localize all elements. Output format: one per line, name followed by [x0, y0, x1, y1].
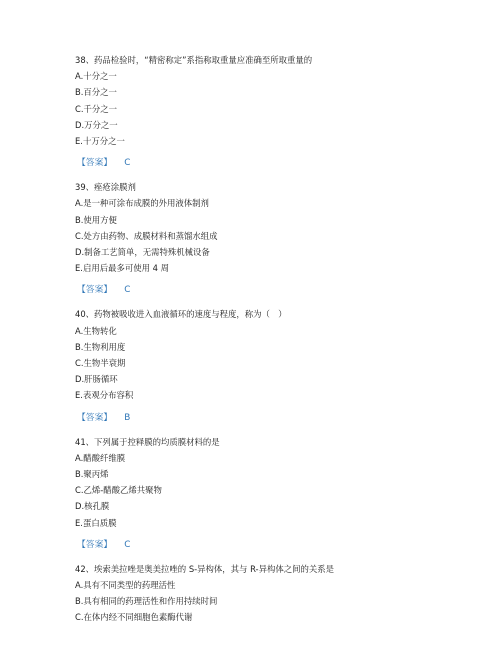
option-a: A.醋酸纤维膜: [75, 452, 126, 463]
question-title: 41、下列属于控释膜的均质膜材料的是: [75, 436, 220, 447]
answer-value: C: [124, 285, 131, 296]
option-d: D.肝肠循环: [75, 374, 118, 385]
question-42: [75, 561, 435, 626]
question-title: 40、药物被吸收进入血液循环的速度与程度，称为（ ）: [75, 309, 287, 320]
answer-value: B: [124, 412, 131, 423]
option-e: E.十万分之一: [75, 136, 125, 147]
document-page: [75, 52, 435, 626]
question-41: [75, 434, 435, 553]
answer-line: [75, 410, 435, 426]
answer-line: [75, 282, 435, 298]
option-a: A.十分之一: [75, 71, 117, 82]
option-d: D.制备工艺简单，无需特殊机械设备: [75, 247, 210, 258]
option-e: E.蛋白质膜: [75, 517, 117, 528]
option-c: C.千分之一: [75, 103, 118, 114]
option-e: E.启用后最多可使用 4 周: [75, 263, 169, 274]
answer-label: 【答案】: [77, 285, 113, 296]
question-title: 39、痤疮涂膜剂: [75, 182, 136, 193]
option-b: B.使用方便: [75, 214, 117, 225]
answer-label: 【答案】: [77, 412, 113, 423]
answer-line: [75, 155, 435, 171]
option-d: D.万分之一: [75, 119, 118, 130]
option-a: A.生物转化: [75, 325, 117, 336]
question-title: 42、埃索美拉唑是奥美拉唑的 S-异构体，其与 R-异构体之间的关系是: [75, 563, 334, 574]
option-c: C.乙烯-醋酸乙烯共聚物: [75, 485, 162, 496]
answer-line: [75, 537, 435, 553]
option-a: A.具有不同类型的药理活性: [75, 580, 176, 591]
option-a: A.是一种可涂布成膜的外用液体制剂: [75, 198, 209, 209]
answer-value: C: [124, 158, 131, 169]
answer-label: 【答案】: [77, 158, 113, 169]
option-b: B.聚丙烯: [75, 469, 109, 480]
option-b: B.百分之一: [75, 87, 117, 98]
question-39: [75, 179, 435, 298]
answer-label: 【答案】: [77, 539, 113, 550]
option-c: C.生物半衰期: [75, 358, 126, 369]
option-c: C.处方由药物、成膜材料和蒸馏水组成: [75, 230, 218, 241]
option-d: D.核孔膜: [75, 501, 110, 512]
question-38: [75, 52, 435, 171]
answer-value: C: [124, 539, 131, 550]
option-c: C.在体内经不同细胞色素酶代谢: [75, 612, 193, 623]
option-b: B.生物利用度: [75, 341, 126, 352]
question-40: [75, 306, 435, 425]
option-e: E.表观分布容积: [75, 390, 134, 401]
question-title: 38、药品检验时，“精密称定”系指称取重量应准确至所取重量的: [75, 55, 313, 65]
option-b: B.具有相同的药理活性和作用持续时间: [75, 596, 218, 607]
